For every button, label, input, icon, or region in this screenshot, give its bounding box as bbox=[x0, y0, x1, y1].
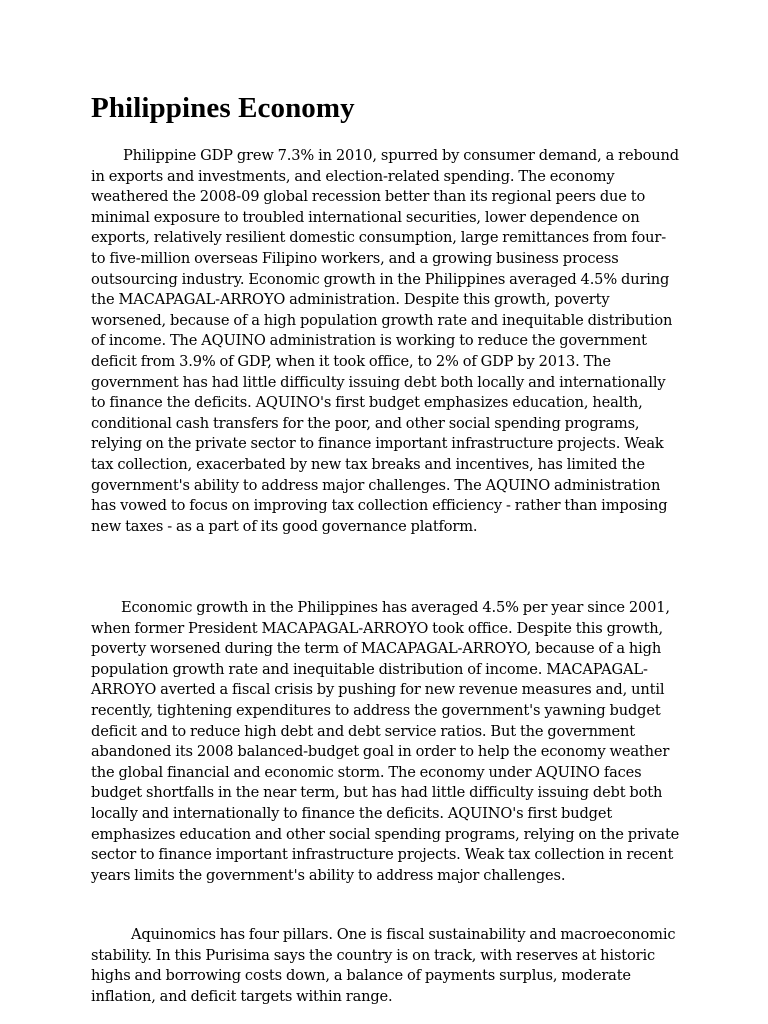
document-title: Philippines Economy bbox=[91, 92, 355, 124]
paragraph-economic-growth: Economic growth in the Philippines has averaged 4.5% per year since 2001, when former President MACAPAGAL-ARROYO took office. Despite this growth, poverty worsened during the term of MACAPAGAL-ARROYO, because of a high population growth rate and inequitable distribution of income. MACAPAGAL-ARROYO averted a fiscal crisis by pushing for new revenue measures and, until recently, tightening expenditures to address the government's yawning budget deficit and to reduce high debt and debt service ratios. But the government abandoned its 2008 balanced-budget goal in order to help the economy weather the global financial and economic storm. The economy under AQUINO faces budget shortfalls in the near term, but has had little difficulty issuing debt both locally and internationally to finance the deficits. AQUINO's first budget emphasizes education and other social spending programs, relying on the private sector to finance important infrastructure projects. Weak tax collection in recent years limits the government's ability to address major challenges. bbox=[91, 599, 680, 884]
paragraph-gdp-growth: Philippine GDP grew 7.3% in 2010, spurred by consumer demand, a rebound in exports and investments, and election-related spending. The economy weathered the 2008-09 global recession better than its regional peers due to minimal exposure to troubled international securities, lower dependence on exports, relatively resilient domestic consumption, large remittances from four- to five-million overseas Filipino workers, and a growing business process outsourcing industry. Economic growth in the Philippines averaged 4.5% during the MACAPAGAL-ARROYO administration. Despite this growth, poverty worsened, because of a high population growth rate and inequitable distribution of income. The AQUINO administration is working to reduce the government deficit from 3.9% of GDP, when it took office, to 2% of GDP by 2013. The government has had little difficulty issuing debt both locally and internationally to finance the deficits. AQUINO's first budget emphasizes education, health, conditional cash transfers for the poor, and other social spending programs, relying on the private sector to finance important infrastructure projects. Weak tax collection, exacerbated by new tax breaks and incentives, has limited the government's ability to address major challenges. The AQUINO administration has vowed to focus on improving tax collection efficiency - rather than imposing new taxes - as a part of its good governance platform. bbox=[91, 147, 679, 535]
paragraph-aquinomics: Aquinomics has four pillars. One is fiscal sustainability and macroeconomic stability. In this Purisima says the country is on track, with reserves at historic highs and borrowing costs down, a balance of payments surplus, moderate inflation, and deficit targets within range. bbox=[91, 926, 676, 1005]
